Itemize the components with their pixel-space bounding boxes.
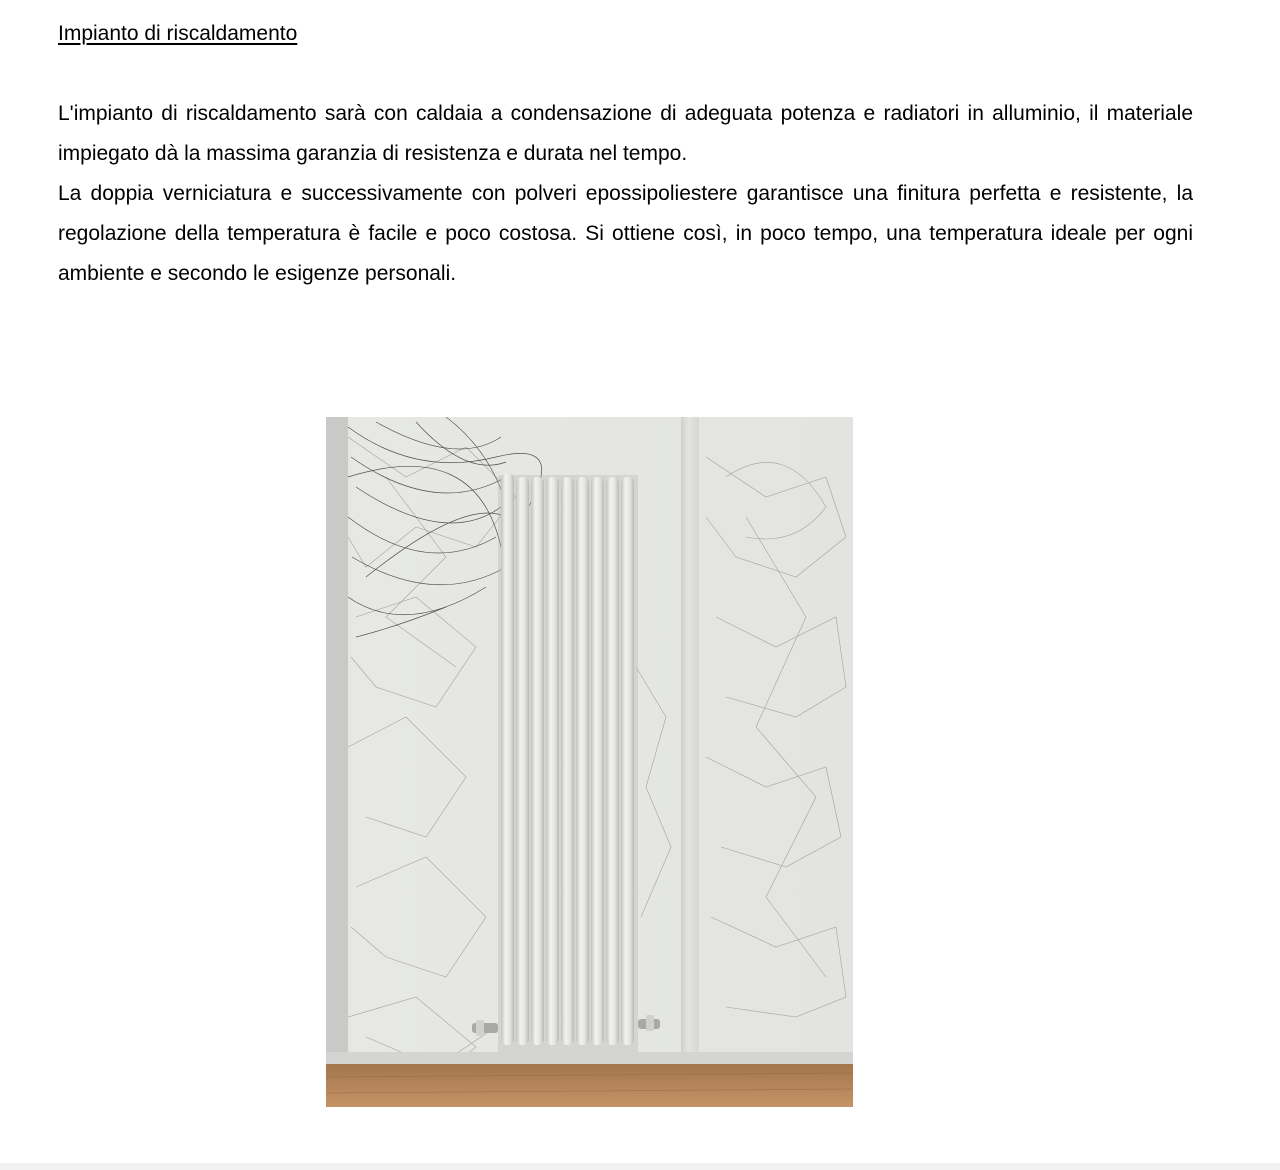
page-bottom-edge [0, 1163, 1280, 1170]
floor [326, 1064, 853, 1107]
section-heading: Impianto di riscaldamento [58, 22, 298, 45]
radiator-column [516, 477, 529, 1045]
skirting [326, 1052, 853, 1064]
radiator-illustration [326, 417, 853, 1107]
radiator-photo [326, 417, 853, 1107]
paragraph-2: La doppia verniciatura e successivamente con polveri epossipoliestere garantisce una finitura perfetta e resistente, la regolazione della temperatura è facile e poco costosa. Si ottiene così, in poco tempo, una temperatura ideale per ogni ambiente e secondo le esigenze personali. [58, 182, 1193, 285]
radiator-column [591, 477, 604, 1045]
radiator-column [621, 477, 634, 1045]
radiator-column [501, 473, 514, 1045]
radiator-column [546, 477, 559, 1045]
paragraph-1: L'impianto di riscaldamento sarà con caldaia a condensazione di adeguata potenza e radiatori in alluminio, il materiale impiegato dà la massima garanzia di resistenza e durata nel tempo. [58, 102, 1193, 165]
wall-edge-shadow [326, 417, 348, 1107]
body-text [58, 94, 1193, 294]
radiator-column [606, 477, 619, 1045]
radiator-column [576, 477, 589, 1045]
radiator-column [531, 477, 544, 1045]
radiator [472, 473, 660, 1053]
wall-pillar [681, 417, 699, 1107]
radiator-column [561, 477, 574, 1045]
valve-left [472, 1023, 498, 1033]
